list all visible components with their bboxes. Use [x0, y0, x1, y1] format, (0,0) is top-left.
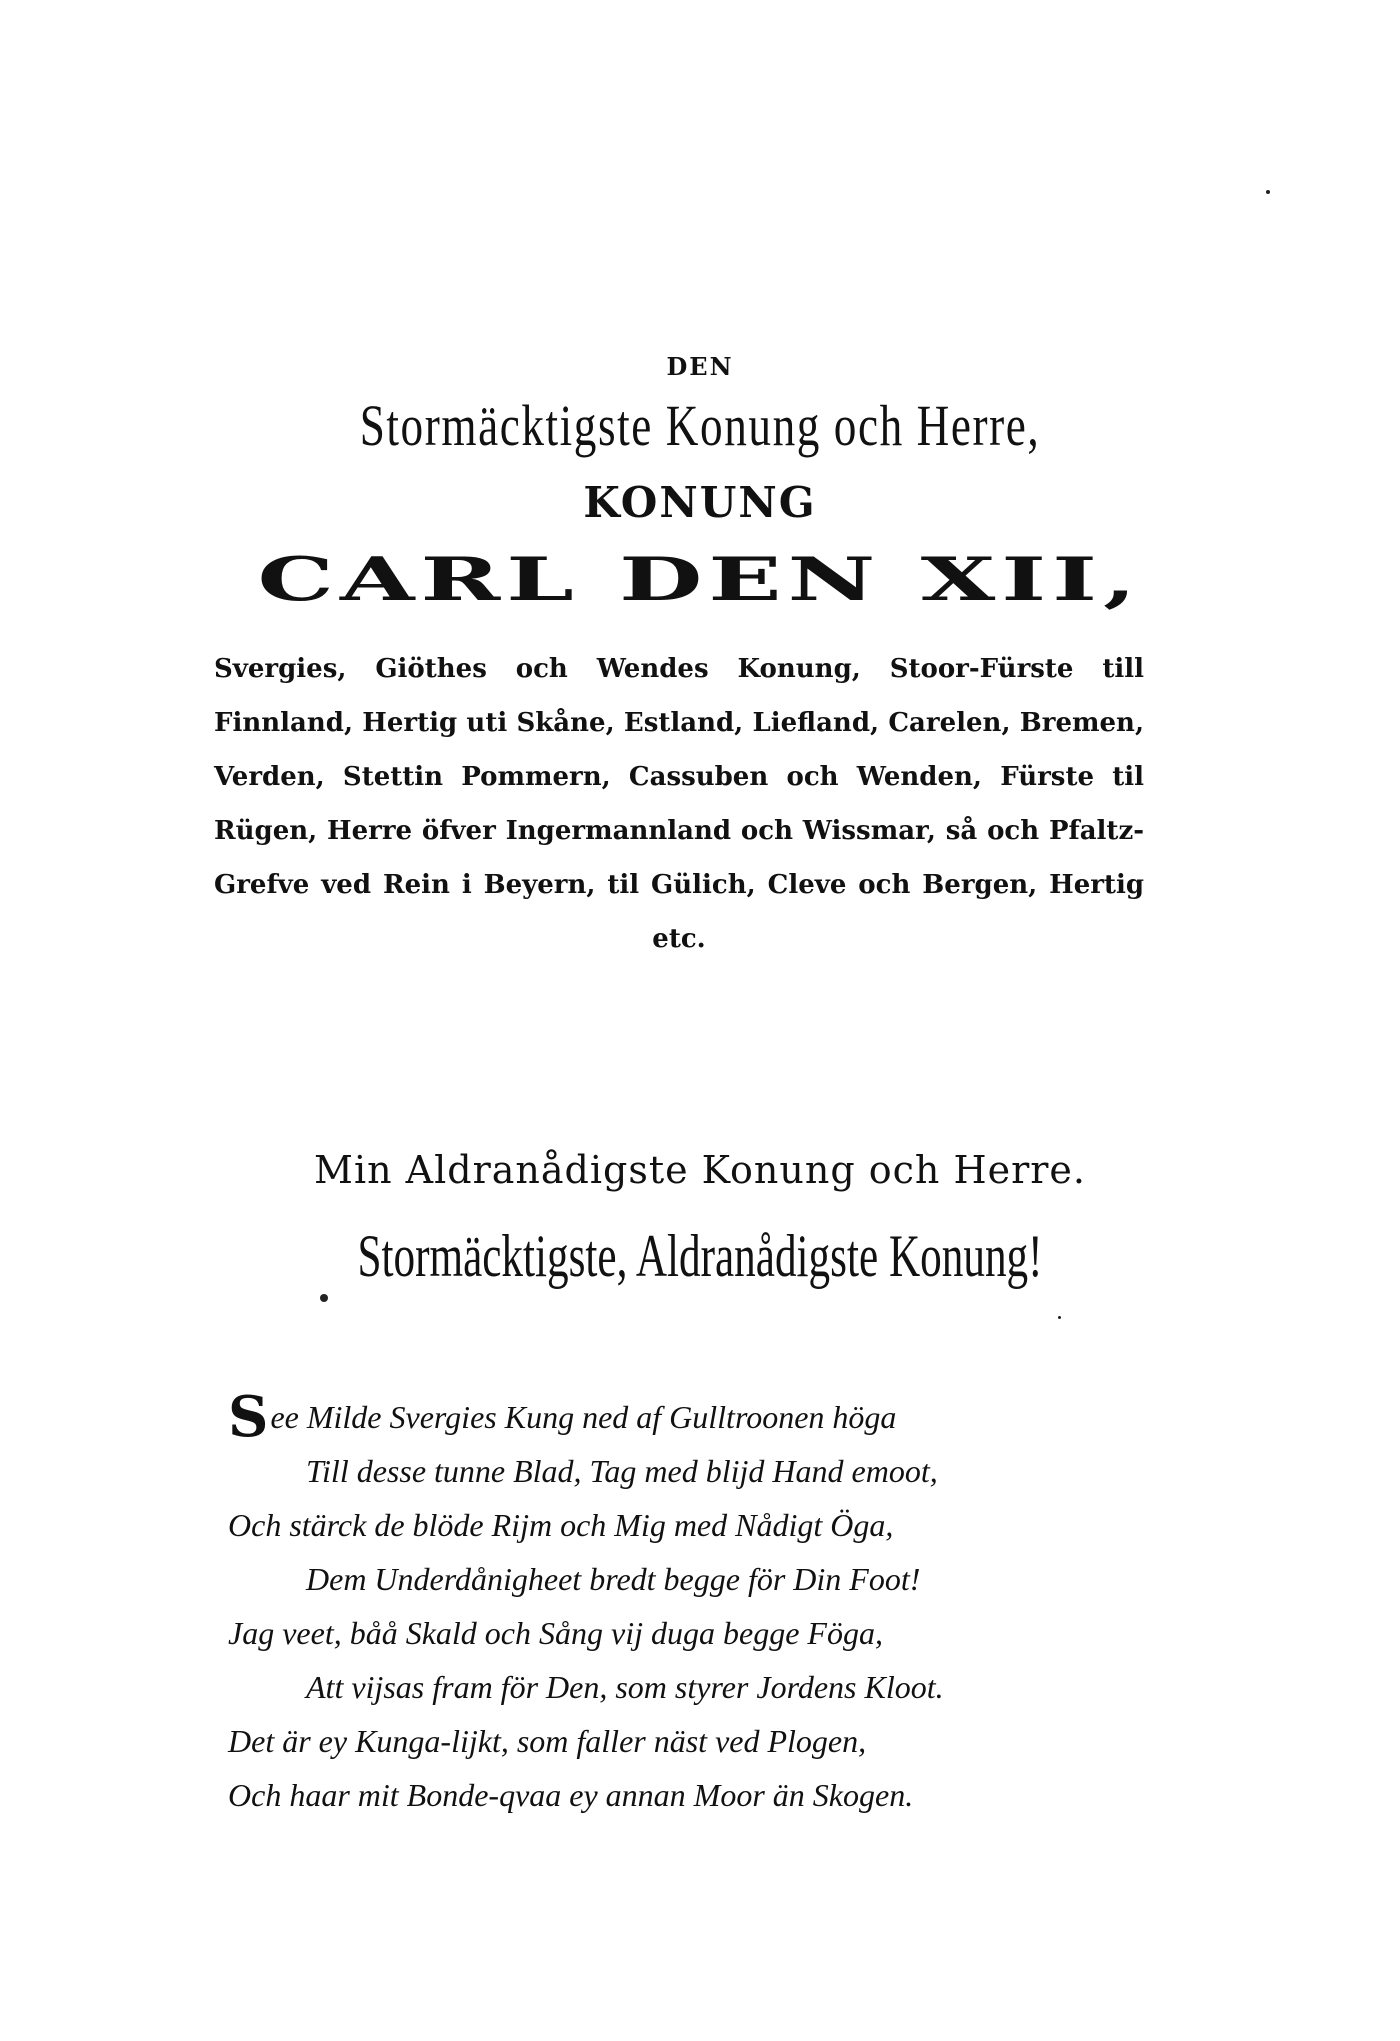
heading-stormaktigste: Stormäcktigste Konung och Herre,	[359, 393, 1041, 458]
print-speck	[1266, 190, 1270, 194]
poem-line-4: Dem Underdånigheet bredt begge för Din Foot!	[306, 1561, 921, 1597]
poem-line-5: Jag veet, båå Skald och Sång vij duga begge Föga,	[228, 1615, 883, 1651]
poem-line-6: Att vijsas fram för Den, som styrer Jordens Kloot.	[306, 1669, 944, 1705]
poem-line-1-text: ee Milde Svergies Kung ned af Gulltroonen höga	[270, 1399, 897, 1435]
drop-cap: S	[228, 1384, 269, 1450]
poem-line-2: Till desse tunne Blad, Tag med blijd Hand emoot,	[306, 1453, 938, 1489]
dedication-poem	[228, 1384, 1128, 1822]
address-line-2: Stormäcktigste, Aldranådigste Konung!	[357, 1223, 1043, 1289]
print-speck	[1058, 1316, 1061, 1319]
poem-line-1	[228, 1384, 1128, 1450]
poem-line-8: Och haar mit Bonde-qvaa ey annan Moor än Skogen.	[228, 1777, 914, 1813]
royal-titles: Svergies, Giöthes och Wendes Konung, Stoor-Fürste till Finnland, Hertig uti Skåne, Estland, Liefland, Carelen, Bremen, Verden, Stettin Pommern, Cassuben och Wenden, Fürste til Rügen, Herre öfver Ingermannland och Wissmar, så och Pfaltz-Grefve ved Rein i Beyern, til Gülich, Cleve och Bergen, Hertig etc.	[214, 654, 1144, 954]
poem-line-3: Och stärck de blöde Rijm och Mig med Nådigt Öga,	[228, 1507, 894, 1543]
heading-king-name: CARL DEN XII,	[257, 544, 1143, 615]
heading-konung: KONUNG	[583, 478, 817, 527]
address-line-1: Min Aldranådigste Konung och Herre.	[314, 1148, 1086, 1192]
poem-line-7: Det är ey Kunga-lijkt, som faller näst ved Plogen,	[228, 1723, 867, 1759]
print-speck	[320, 1294, 328, 1302]
heading-den: DEN	[666, 352, 734, 381]
